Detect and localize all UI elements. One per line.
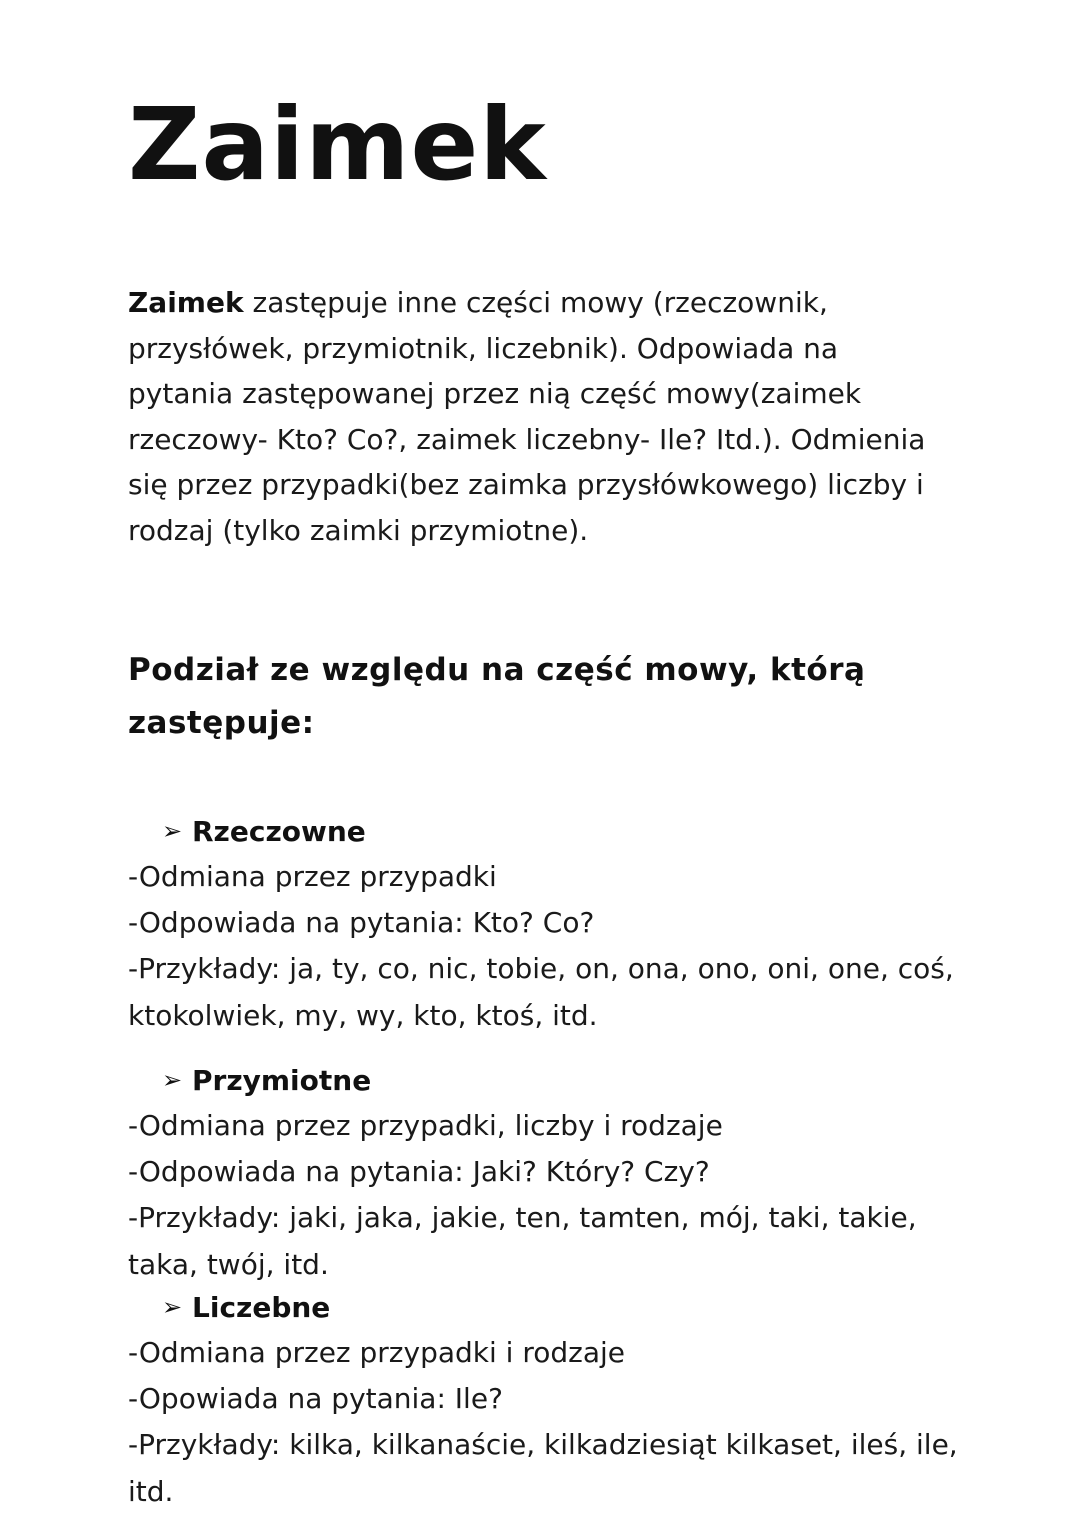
category-examples: -Przykłady: kilka, kilkanaście, kilkadziesiąt kilkaset, ileś, ile, itd.: [128, 1428, 958, 1509]
category-name: Przymiotne: [192, 1064, 372, 1097]
category-declension: -Odmiana przez przypadki: [128, 860, 497, 893]
category-header: [162, 1058, 1008, 1103]
category-name: Liczebne: [192, 1291, 331, 1324]
category-rzeczowne: [128, 809, 1008, 1039]
category-header: [162, 809, 1008, 854]
arrow-bullet-icon: ➢: [162, 1293, 183, 1321]
category-liczebne: [128, 1285, 1008, 1515]
intro-paragraph: [128, 280, 948, 554]
category-questions: -Opowiada na pytania: Ile?: [128, 1381, 503, 1415]
category-name: Rzeczowne: [192, 815, 366, 848]
section-heading: Podział ze względu na część mowy, którą zastępuje:: [128, 652, 866, 741]
category-declension: -Odmiana przez przypadki i rodzaje: [128, 1336, 626, 1369]
category-examples: -Przykłady: jaki, jaka, jakie, ten, tamten, mój, taki, takie, taka, twój, itd.: [128, 1201, 917, 1282]
category-questions: -Odpowiada na pytania: Jaki? Który? Czy?: [128, 1154, 710, 1188]
arrow-bullet-icon: ➢: [162, 817, 183, 845]
page-title: Zaimek: [128, 86, 547, 203]
category-declension: -Odmiana przez przypadki, liczby i rodzaje: [128, 1109, 723, 1142]
intro-bold-term: Zaimek: [128, 286, 244, 319]
intro-text: zastępuje inne części mowy (rzeczownik, przysłówek, przymiotnik, liczebnik). Odpowiada na pytania zastępowanej przez nią część mowy(zaimek rzeczowy- Kto? Co?, zaimek liczebny- Ile? Itd.). Odmienia się przez przypadki(bez zaimka przysłówkowego) liczby i rodzaj (tylko zaimki przymiotne).: [128, 286, 926, 547]
arrow-bullet-icon: ➢: [162, 1066, 183, 1094]
category-przymiotne: [128, 1058, 1008, 1288]
category-questions: -Odpowiada na pytania: Kto? Co?: [128, 905, 595, 939]
category-examples: -Przykłady: ja, ty, co, nic, tobie, on, ona, ono, oni, one, coś, ktokolwiek, my, wy, kto, ktoś, itd.: [128, 952, 954, 1033]
category-header: [162, 1285, 1008, 1330]
